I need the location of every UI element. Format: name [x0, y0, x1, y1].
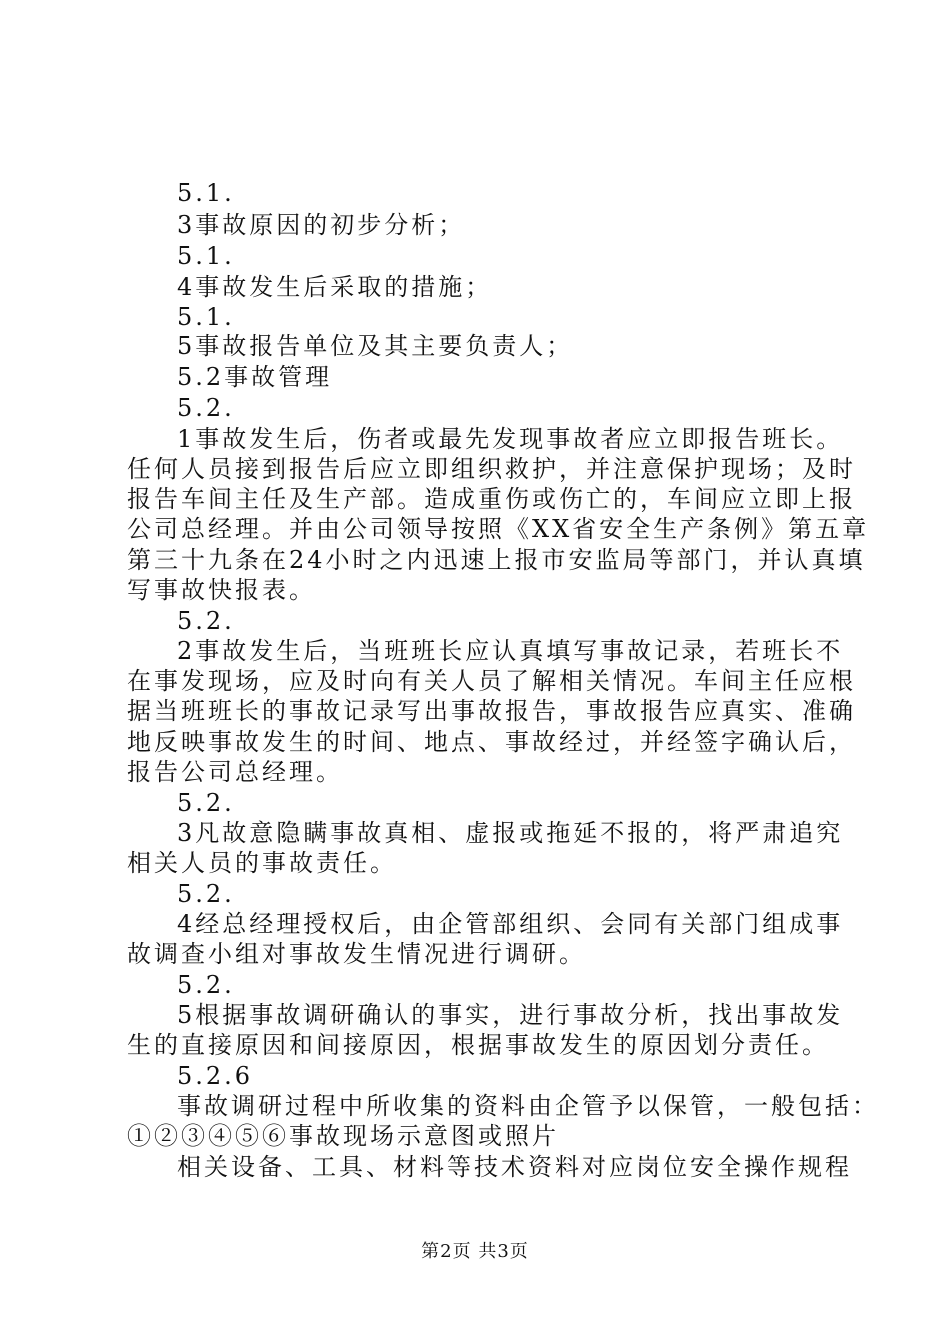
text-line: 2事故发生后，当班班长应认真填写事故记录，若班长不	[177, 637, 844, 665]
text-line: 5.2.	[177, 789, 235, 817]
text-line: 4经总经理授权后，由企管部组织、会同有关部门组成事	[177, 910, 844, 938]
text-line: 5.1.	[177, 179, 235, 207]
text-line: 报告车间主任及生产部。造成重伤或伤亡的，车间应立即上报	[127, 485, 856, 513]
text-line: 3事故原因的初步分析；	[177, 211, 466, 239]
text-line: 5.2.6	[177, 1062, 254, 1090]
text-line: 公司总经理。并由公司领导按照《XX省安全生产条例》第五章	[127, 515, 870, 543]
section-heading: 5.2事故管理	[177, 363, 333, 391]
text-line: 5事故报告单位及其主要负责人；	[177, 332, 574, 360]
text-line: 5.2.	[177, 971, 235, 999]
text-line: 故调查小组对事故发生情况进行调研。	[127, 940, 586, 968]
text-line: 4事故发生后采取的措施；	[177, 273, 493, 301]
text-line: 写事故快报表。	[127, 576, 316, 604]
text-line: 第三十九条在24小时之内迅速上报市安监局等部门，并认真填	[127, 546, 866, 574]
text-line: 5根据事故调研确认的事实，进行事故分析，找出事故发	[177, 1001, 844, 1029]
text-line: 5.1.	[177, 242, 235, 270]
text-line: 任何人员接到报告后应立即组织救护，并注意保护现场；及时	[127, 455, 856, 483]
page-footer: 第2页 共3页	[421, 1241, 529, 1262]
text-line: 地反映事故发生的时间、地点、事故经过，并经签字确认后，	[127, 728, 856, 756]
text-line: ①②③④⑤⑥事故现场示意图或照片	[127, 1122, 559, 1150]
text-line: 5.2.	[177, 607, 235, 635]
text-line: 相关设备、工具、材料等技术资料对应岗位安全操作规程	[177, 1153, 852, 1181]
text-line: 相关人员的事故责任。	[127, 849, 397, 877]
text-line: 生的直接原因和间接原因，根据事故发生的原因划分责任。	[127, 1031, 829, 1059]
text-line: 报告公司总经理。	[127, 758, 343, 786]
text-line: 1事故发生后，伤者或最先发现事故者应立即报告班长。	[177, 425, 844, 453]
text-line: 5.1.	[177, 303, 235, 331]
text-line: 据当班班长的事故记录写出事故报告，事故报告应真实、准确	[127, 697, 856, 725]
text-line: 事故调研过程中所收集的资料由企管予以保管，一般包括：	[177, 1092, 879, 1120]
text-line: 5.2.	[177, 880, 235, 908]
text-line: 5.2.	[177, 394, 235, 422]
text-line: 在事发现场，应及时向有关人员了解相关情况。车间主任应根	[127, 667, 856, 695]
text-line: 3凡故意隐瞒事故真相、虚报或拖延不报的，将严肃追究	[177, 819, 844, 847]
